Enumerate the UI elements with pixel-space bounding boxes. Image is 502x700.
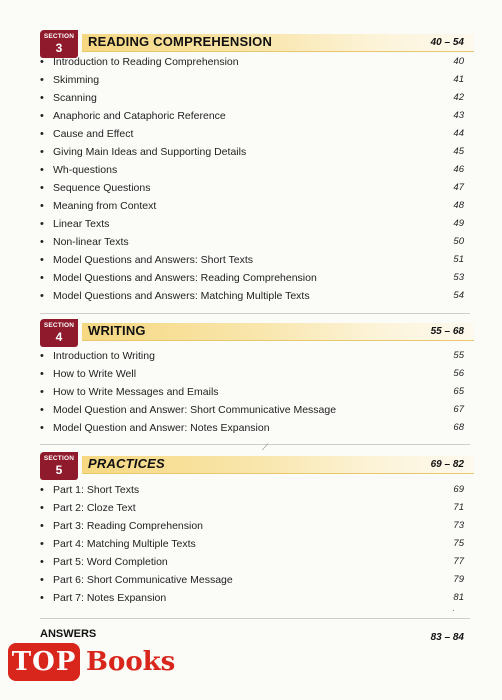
toc-item[interactable] <box>40 233 470 251</box>
toc-item-page: 73 <box>453 520 464 531</box>
bullet-icon: • <box>40 110 44 122</box>
bullet-icon: • <box>40 502 44 514</box>
toc-item[interactable] <box>40 383 470 401</box>
section-divider <box>40 618 470 619</box>
bullet-icon: • <box>40 404 44 416</box>
toc-item-page: 42 <box>453 92 464 103</box>
toc-item-page: 44 <box>453 128 464 139</box>
toc-item[interactable] <box>40 365 470 383</box>
bullet-icon: • <box>40 254 44 266</box>
toc-item-title: Giving Main Ideas and Supporting Details <box>53 146 247 158</box>
section-label: SECTION <box>43 455 75 462</box>
toc-item-title: Model Question and Answer: Short Communicative Message <box>53 404 337 416</box>
toc-item-title: Model Questions and Answers: Short Texts <box>53 254 253 266</box>
answers-page-range: 83 – 84 <box>430 632 464 643</box>
bullet-icon: • <box>40 484 44 496</box>
toc-item[interactable] <box>40 571 470 589</box>
logo-top-badge: TOP <box>8 643 80 681</box>
section-number: 4 <box>55 330 63 344</box>
toc-item-title: Anaphoric and Cataphoric Reference <box>53 110 226 122</box>
bullet-icon: • <box>40 200 44 212</box>
toc-item-page: 81 <box>453 592 464 603</box>
section-page-range: 55 – 68 <box>430 326 464 337</box>
toc-item-page: 53 <box>453 272 464 283</box>
toc-item[interactable] <box>40 287 470 305</box>
toc-item[interactable] <box>40 401 470 419</box>
toc-item[interactable] <box>40 53 470 71</box>
toc-item-title: Model Questions and Answers: Matching Multiple Texts <box>53 290 310 302</box>
toc-item[interactable] <box>40 179 470 197</box>
bullet-icon: • <box>40 74 44 86</box>
scan-speck-mark: · <box>452 605 455 615</box>
section-item-list <box>40 347 470 437</box>
bullet-icon: • <box>40 556 44 568</box>
toc-item-title: Skimming <box>53 74 100 86</box>
toc-item-page: 46 <box>453 164 464 175</box>
toc-item-page: 54 <box>453 290 464 301</box>
toc-item-title: Non-linear Texts <box>53 236 129 248</box>
toc-item[interactable] <box>40 143 470 161</box>
section-page-range: 69 – 82 <box>430 459 464 470</box>
toc-item-title: Wh-questions <box>53 164 118 176</box>
toc-item-title: Part 1: Short Texts <box>53 484 140 496</box>
toc-item-page: 65 <box>453 386 464 397</box>
toc-item[interactable] <box>40 215 470 233</box>
section-number: 5 <box>55 463 63 477</box>
toc-item-title: Part 5: Word Completion <box>53 556 168 568</box>
toc-item-title: Part 2: Cloze Text <box>53 502 136 514</box>
section-divider <box>40 444 470 445</box>
toc-item[interactable] <box>40 481 470 499</box>
toc-item-page: 49 <box>453 218 464 229</box>
toc-item-page: 51 <box>453 254 464 265</box>
toc-item[interactable] <box>40 161 470 179</box>
toc-item-page: 50 <box>453 236 464 247</box>
bullet-icon: • <box>40 272 44 284</box>
bullet-icon: • <box>40 422 44 434</box>
toc-item-page: 67 <box>453 404 464 415</box>
toc-item-title: Part 6: Short Communicative Message <box>53 574 233 586</box>
toc-item[interactable] <box>40 125 470 143</box>
section-title: PRACTICES <box>88 456 165 471</box>
toc-item-page: 45 <box>453 146 464 157</box>
section-page-range: 40 – 54 <box>430 37 464 48</box>
toc-item-page: 40 <box>453 56 464 67</box>
toc-item-page: 69 <box>453 484 464 495</box>
toc-item[interactable] <box>40 589 470 607</box>
topbooks-watermark-logo <box>0 641 190 683</box>
section-title: READING COMPREHENSION <box>88 34 273 49</box>
toc-item-title: Part 4: Matching Multiple Texts <box>53 538 196 550</box>
section-4 <box>40 319 470 434</box>
toc-item-title: How to Write Well <box>53 368 137 380</box>
toc-item-title: How to Write Messages and Emails <box>53 386 219 398</box>
toc-item-title: Sequence Questions <box>53 182 151 194</box>
bullet-icon: • <box>40 92 44 104</box>
section-title: WRITING <box>88 323 146 338</box>
toc-item-title: Meaning from Context <box>53 200 157 212</box>
scan-speck-mark: ⟋ <box>262 442 269 452</box>
section-header <box>40 452 470 482</box>
toc-item[interactable] <box>40 535 470 553</box>
toc-item[interactable] <box>40 251 470 269</box>
toc-item[interactable] <box>40 107 470 125</box>
toc-item[interactable] <box>40 89 470 107</box>
bullet-icon: • <box>40 182 44 194</box>
section-label: SECTION <box>43 33 75 40</box>
toc-item-title: Part 7: Notes Expansion <box>53 592 167 604</box>
toc-item[interactable] <box>40 517 470 535</box>
toc-item-page: 75 <box>453 538 464 549</box>
toc-item-page: 56 <box>453 368 464 379</box>
logo-books-text: Books <box>86 647 176 677</box>
toc-item[interactable] <box>40 269 470 287</box>
answers-title[interactable]: ANSWERS <box>40 628 97 640</box>
section-item-list <box>40 481 470 607</box>
toc-item-title: Scanning <box>53 92 97 104</box>
toc-item-title: Introduction to Reading Comprehension <box>53 56 239 68</box>
bullet-icon: • <box>40 164 44 176</box>
toc-item-page: 43 <box>453 110 464 121</box>
toc-item[interactable] <box>40 499 470 517</box>
bullet-icon: • <box>40 128 44 140</box>
toc-item-title: Linear Texts <box>53 218 110 230</box>
bullet-icon: • <box>40 56 44 68</box>
bullet-icon: • <box>40 218 44 230</box>
toc-item-title: Model Questions and Answers: Reading Comprehension <box>53 272 317 284</box>
bullet-icon: • <box>40 368 44 380</box>
bullet-icon: • <box>40 592 44 604</box>
section-label: SECTION <box>43 322 75 329</box>
toc-item-page: 55 <box>453 350 464 361</box>
toc-item-page: 77 <box>453 556 464 567</box>
bullet-icon: • <box>40 146 44 158</box>
toc-item[interactable] <box>40 71 470 89</box>
section-divider <box>40 313 470 314</box>
toc-item-page: 48 <box>453 200 464 211</box>
section-3 <box>40 30 470 302</box>
toc-item-title: Introduction to Writing <box>53 350 155 362</box>
toc-item-title: Model Question and Answer: Notes Expansion <box>53 422 270 434</box>
toc-item-title: Cause and Effect <box>53 128 134 140</box>
bullet-icon: • <box>40 574 44 586</box>
bullet-icon: • <box>40 386 44 398</box>
section-5 <box>40 452 470 604</box>
bullet-icon: • <box>40 538 44 550</box>
toc-item[interactable] <box>40 553 470 571</box>
toc-item-page: 68 <box>453 422 464 433</box>
toc-item-page: 41 <box>453 74 464 85</box>
toc-item-page: 47 <box>453 182 464 193</box>
bullet-icon: • <box>40 290 44 302</box>
section-number: 3 <box>55 41 63 55</box>
bullet-icon: • <box>40 520 44 532</box>
section-item-list <box>40 53 470 305</box>
toc-item[interactable] <box>40 419 470 437</box>
section-badge <box>40 452 78 480</box>
toc-item-page: 71 <box>453 502 464 513</box>
section-badge <box>40 319 78 347</box>
toc-item-title: Part 3: Reading Comprehension <box>53 520 204 532</box>
bullet-icon: • <box>40 350 44 362</box>
toc-item[interactable] <box>40 197 470 215</box>
toc-item-page: 79 <box>453 574 464 585</box>
section-header <box>40 319 470 349</box>
bullet-icon: • <box>40 236 44 248</box>
toc-item[interactable] <box>40 347 470 365</box>
